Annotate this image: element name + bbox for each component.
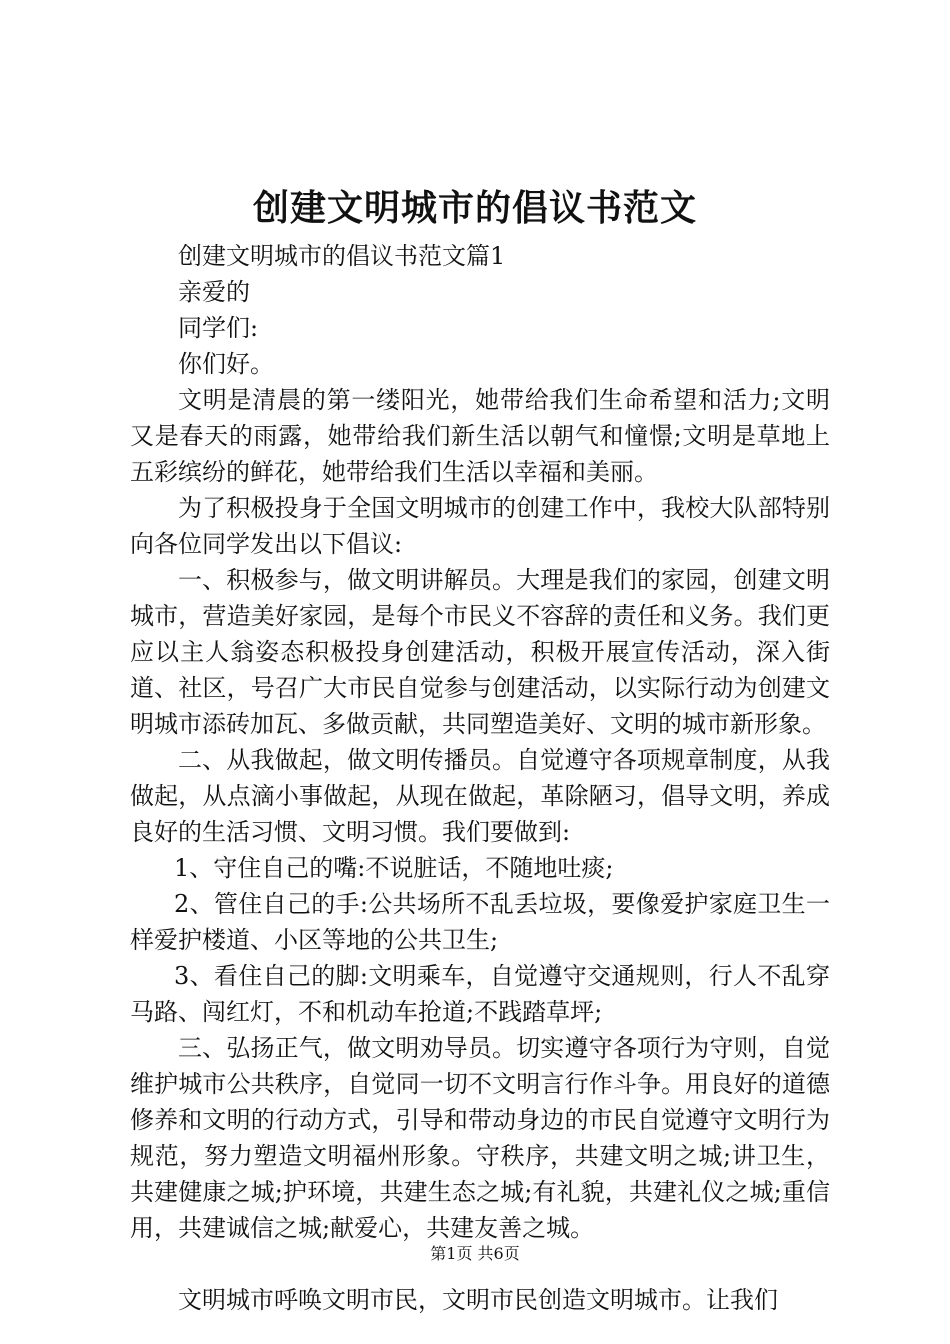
body-paragraph: 为了积极投身于全国文明城市的创建工作中，我校大队部特别向各位同学发出以下倡议: <box>130 494 830 558</box>
list-item: 3、看住自己的脚:文明乘车，自觉遵守交通规则，行人不乱穿马路、闯红灯，不和机动车抢道;不践踏草坪; <box>130 962 830 1026</box>
closing-paragraph: 文明城市呼唤文明市民，文明市民创造文明城市。让我们 <box>178 1286 778 1314</box>
proposal-paragraph: 三、弘扬正气，做文明劝导员。切实遵守各项行为守则，自觉维护城市公共秩序，自觉同一切不文明言行作斗争。用良好的道德修养和文明的行动方式，引导和带动身边的市民自觉遵守文明行为规范，努力塑造文明福州形象。守秩序，共建文明之城;讲卫生，共建健康之城;护环境，共建生态之城;有礼貌，共建礼仪之城;重信用，共建诚信之城;献爱心，共建友善之城。 <box>130 1034 830 1242</box>
proposal-paragraph: 一、积极参与，做文明讲解员。大理是我们的家园，创建文明城市，营造美好家园，是每个市民义不容辞的责任和义务。我们更应以主人翁姿态积极投身创建活动，积极开展宣传活动，深入街道、社区，号召广大市民自觉参与创建活动，以实际行动为创建文明城市添砖加瓦、多做贡献，共同塑造美好、文明的城市新形象。 <box>130 566 830 738</box>
proposal-paragraph: 二、从我做起，做文明传播员。自觉遵守各项规章制度，从我做起，从点滴小事做起，从现在做起，革除陋习，倡导文明，养成良好的生活习惯、文明习惯。我们要做到: <box>130 746 830 846</box>
salutation-line: 亲爱的 <box>178 278 250 306</box>
body-paragraph: 文明是清晨的第一缕阳光，她带给我们生命希望和活力;文明又是春天的雨露，她带给我们新生活以朝气和憧憬;文明是草地上五彩缤纷的鲜花，她带给我们生活以幸福和美丽。 <box>130 386 830 486</box>
greeting-line: 你们好。 <box>178 350 274 378</box>
list-item: 2、管住自己的手:公共场所不乱丢垃圾，要像爱护家庭卫生一样爱护楼道、小区等地的公共卫生; <box>130 890 830 954</box>
page-number-footer: 第1页 共6页 <box>430 1244 520 1263</box>
list-item: 1、守住自己的嘴:不说脏话，不随地吐痰; <box>174 854 614 882</box>
document-body <box>130 238 830 1318</box>
salutation-line: 同学们: <box>178 314 259 342</box>
section-heading: 创建文明城市的倡议书范文篇1 <box>178 242 506 270</box>
document-title: 创建文明城市的倡议书范文 <box>252 187 697 229</box>
